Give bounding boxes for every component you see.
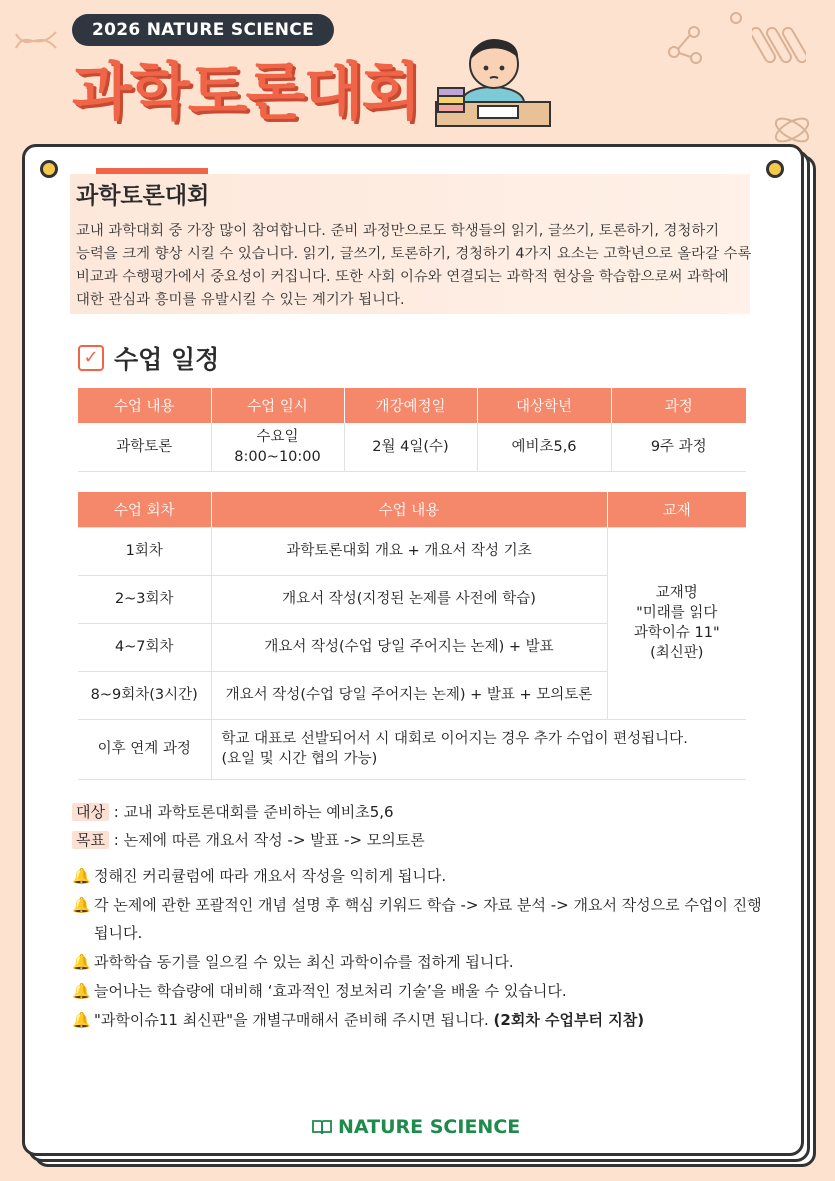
textbook-cell: 교재명 "미래를 읽다 과학이슈 11" (최신판) xyxy=(607,527,746,719)
list-item xyxy=(72,862,762,890)
bell-icon: 🔔 xyxy=(72,896,91,914)
content-cell: 개요서 작성(수업 당일 주어지는 논제) + 발표 + 모의토론 xyxy=(211,671,607,719)
table-cell: 수요일 8:00~10:00 xyxy=(211,423,344,471)
bell-icon: 🔔 xyxy=(72,953,91,971)
target-text: : 교내 과학토론대회를 준비하는 예비초5,6 xyxy=(108,803,394,821)
header-cell: 수업 회차 xyxy=(78,492,211,527)
curriculum-table xyxy=(78,492,746,780)
goal-row xyxy=(72,826,762,854)
pin-left xyxy=(40,160,58,178)
table-row xyxy=(78,719,746,779)
session-cell: 이후 연계 과정 xyxy=(78,719,211,779)
content-cell: 개요서 작성(수업 당일 주어지는 논제) + 발표 xyxy=(211,623,607,671)
bell-icon: 🔔 xyxy=(72,1011,91,1029)
table-row xyxy=(78,527,746,575)
bullet-bold-text: (2회차 수업부터 지참) xyxy=(493,1011,645,1029)
session-cell: 8~9회차(3시간) xyxy=(78,671,211,719)
sparkle-icon xyxy=(728,10,744,26)
intro-text: 교내 과학대회 중 가장 많이 참여합니다. 준비 과정만으로도 학생들의 읽기, 글쓰기, 토론하기, 경청하기 능력을 크게 향상 시킬 수 있습니다. 읽기, 글쓰기, 토론하기, 경청하기 4가지 요소는 고학년으로 올라갈 수록 비교과 수행평가에서 중요성이 커집니다. 또한 사회 이슈와 연결되는 과학적 현상을 학습함으로써 과학에 대한 관심과 흥미를 유발시킬 수 있는 계기가 됩니다. xyxy=(76,223,752,308)
bullet-text: 정해진 커리큘럼에 따라 개요서 작성을 익히게 됩니다. xyxy=(94,867,447,885)
page-title: 과학토론대회 xyxy=(72,55,420,128)
goal-text: : 논제에 따른 개요서 작성 -> 발표 -> 모의토론 xyxy=(108,831,425,849)
schedule-title: 수업 일정 xyxy=(114,345,220,374)
goal-label: 목표 xyxy=(72,831,109,849)
checkbox-icon: ✓ xyxy=(78,345,104,371)
bullet-text: "과학이슈11 최신판"을 개별구매해서 준비해 주시면 됩니다. xyxy=(94,1011,494,1029)
session-cell: 1회차 xyxy=(78,527,211,575)
bell-icon: 🔔 xyxy=(72,867,91,885)
bell-icon: 🔔 xyxy=(72,982,91,1000)
header-cell: 수업 내용 xyxy=(211,492,607,527)
header-cell: 과정 xyxy=(611,388,746,423)
table-cell: 과학토론 xyxy=(78,423,211,471)
dna-icon xyxy=(14,26,58,56)
intro-accent-bar xyxy=(96,168,208,174)
bullet-list xyxy=(72,862,762,1034)
pin-right xyxy=(766,160,784,178)
content-cell: 개요서 작성(지정된 논제를 사전에 학습) xyxy=(211,575,607,623)
footer-brand xyxy=(312,1116,520,1138)
list-item xyxy=(72,891,762,947)
list-item xyxy=(72,1006,762,1034)
intro-title: 과학토론대회 xyxy=(76,183,210,209)
bullet-text: 각 논제에 관한 포괄적인 개념 설명 후 핵심 키워드 학습 -> 자료 분석 -> 개요서 작성으로 수업이 진행됩니다. xyxy=(94,896,762,942)
test-tubes-icon xyxy=(752,20,806,74)
book-icon xyxy=(312,1119,332,1135)
header-cell: 대상학년 xyxy=(477,388,611,423)
target-label: 대상 xyxy=(72,803,109,821)
header-cell: 개강예정일 xyxy=(344,388,477,423)
table-cell: 9주 과정 xyxy=(611,423,746,471)
bullet-text: 과학학습 동기를 일으킬 수 있는 최신 과학이슈를 접하게 됩니다. xyxy=(94,953,514,971)
content-cell: 과학토론대회 개요 + 개요서 작성 기초 xyxy=(211,527,607,575)
footer-brand-text: NATURE SCIENCE xyxy=(338,1116,521,1138)
year-badge: 2026 NATURE SCIENCE xyxy=(72,14,334,46)
table-cell: 예비초5,6 xyxy=(477,423,611,471)
student-illustration xyxy=(432,24,552,128)
session-cell: 2~3회차 xyxy=(78,575,211,623)
target-row xyxy=(72,798,762,826)
schedule-table xyxy=(78,388,746,472)
table-cell: 2월 4일(수) xyxy=(344,423,477,471)
list-item xyxy=(72,977,762,1005)
bullet-text: 늘어나는 학습량에 대비해 ‘효과적인 정보처리 기술’을 배울 수 있습니다. xyxy=(94,982,567,1000)
header-cell: 수업 내용 xyxy=(78,388,211,423)
molecule-icon xyxy=(664,22,706,66)
header-cell: 수업 일시 xyxy=(211,388,344,423)
session-cell: 4~7회차 xyxy=(78,623,211,671)
list-item xyxy=(72,948,762,976)
content-cell: 학교 대표로 선발되어서 시 대회로 이어지는 경우 추가 수업이 편성됩니다. (요일 및 시간 협의 가능) xyxy=(211,719,746,779)
intro-box xyxy=(70,174,750,314)
schedule-heading xyxy=(78,340,219,376)
info-section xyxy=(72,798,762,1035)
header-cell: 교재 xyxy=(607,492,746,527)
